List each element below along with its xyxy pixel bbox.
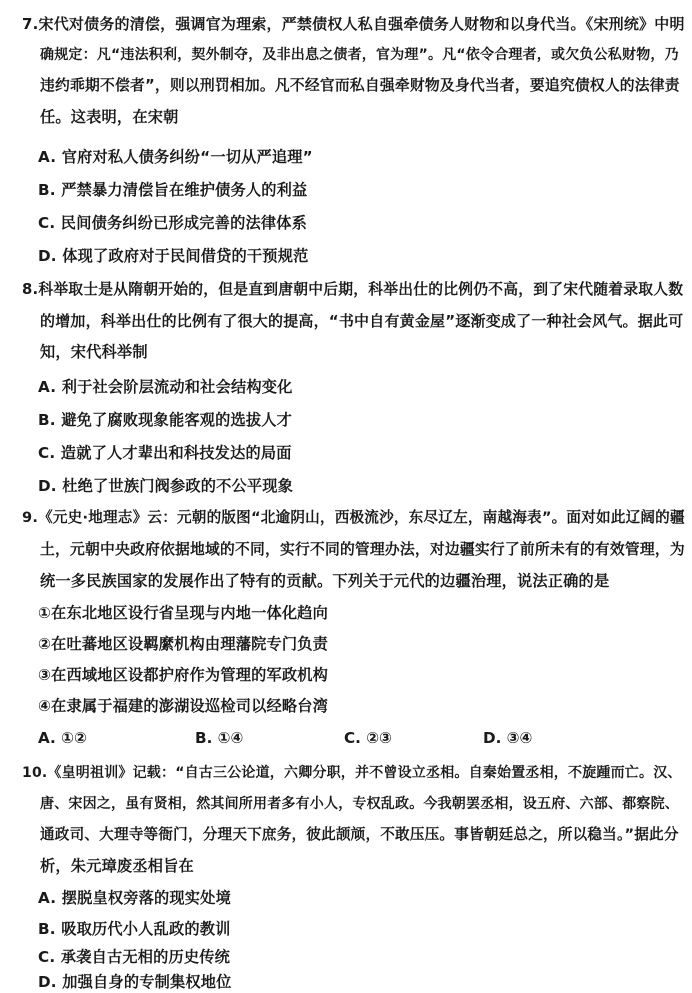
q10-option-c: C. 承袭自古无相的历史传统 bbox=[38, 948, 231, 966]
q9-statement-2: ②在吐蕃地区设羁縻机构由理藩院专门负责 bbox=[38, 635, 329, 653]
q9-stem-line-2: 土，元朝中央政府依据地域的不同，实行不同的管理办法，对边疆实行了前所未有的有效管理，为 bbox=[40, 541, 685, 558]
q7-stem-line-4: 任。这表明，在宋朝 bbox=[40, 108, 179, 126]
q9-option-c: C. ②③ bbox=[344, 729, 392, 747]
q10-stem-line-4: 析，朱元璋废丞相旨在 bbox=[40, 857, 194, 875]
q10-stem-line-1: 10.《皇明祖训》记载：“自古三公论道，六卿分职，并不曾设立丞相。自秦始置丞相，不旋踵而亡。汉、 bbox=[22, 765, 682, 781]
q8-option-a: A. 利于社会阶层流动和社会结构变化 bbox=[38, 378, 293, 396]
q8-stem-line-1: 8.科举取士是从隋朝开始的，但是直到唐朝中后期，科举出仕的比例仍不高，到了宋代随着录取人数 bbox=[22, 281, 684, 298]
q8-stem-line-3: 知，宋代科举制 bbox=[40, 343, 148, 361]
q10-stem-line-2: 唐、宋因之，虽有贤相，然其间所用者多有小人，专权乱政。今我朝罢丞相，设五府、六部、都察院、 bbox=[40, 796, 679, 812]
q9-option-b: B. ①④ bbox=[195, 729, 244, 747]
q9-stem-line-3: 统一多民族国家的发展作出了特有的贡献。下列关于元代的边疆治理，说法正确的是 bbox=[40, 572, 610, 590]
q7-option-a: A. 官府对私人债务纠纷“一切从严追理” bbox=[38, 148, 313, 166]
q7-stem-line-2: 确规定：凡“违法积利，契外制夺，及非出息之债者，官为理”。凡“依令合理者，或欠负公私财物，乃 bbox=[40, 47, 679, 63]
q8-option-c: C. 造就了人才辈出和科技发达的局面 bbox=[38, 444, 292, 462]
q7-option-b: B. 严禁暴力清偿旨在维护债务人的利益 bbox=[38, 181, 308, 199]
q9-statement-3: ③在西域地区设都护府作为管理的军政机构 bbox=[38, 666, 329, 684]
q9-option-a: A. ①② bbox=[38, 729, 87, 747]
q9-statement-1: ①在东北地区设行省呈现与内地一体化趋向 bbox=[38, 604, 329, 622]
q7-option-d: D. 体现了政府对于民间借贷的干预规范 bbox=[38, 247, 309, 265]
q10-option-d: D. 加强自身的专制集权地位 bbox=[38, 973, 232, 991]
q8-option-b: B. 避免了腐败现象能客观的选拔人才 bbox=[38, 411, 293, 429]
q10-stem-line-3: 通政司、大理寺等衙门，分理天下庶务，彼此颉颃，不敢压压。事皆朝廷总之，所以稳当。”据此分 bbox=[40, 826, 679, 843]
q7-stem-line-3: 违约乖期不偿者”，则以刑罚相加。凡不经官而私自强牵财物及身代当者，要追究债权人的法律责 bbox=[40, 77, 680, 94]
q7-option-c: C. 民间债务纠纷已形成完善的法律体系 bbox=[38, 214, 308, 232]
q9-option-d: D. ③④ bbox=[483, 729, 533, 747]
q8-option-d: D. 杜绝了世族门阀参政的不公平现象 bbox=[38, 477, 294, 495]
q10-option-b: B. 吸取历代小人乱政的教训 bbox=[38, 920, 231, 938]
q9-stem-line-1: 9.《元史·地理志》云：元朝的版图“北逾阴山，西极流沙，东尽辽左，南越海表”。面对如此辽阔的疆 bbox=[22, 509, 685, 526]
q10-option-a: A. 摆脱皇权旁落的现实处境 bbox=[38, 889, 231, 907]
q8-stem-line-2: 的增加，科举出仕的比例有了很大的提高，“书中自有黄金屋”逐渐变成了一种社会风气。据此可 bbox=[40, 312, 684, 330]
q9-statement-4: ④在隶属于福建的澎湖设巡检司以经略台湾 bbox=[38, 697, 329, 715]
q7-stem-line-1: 7.宋代对债务的清偿，强调官为理索，严禁债权人私自强牵债务人财物和以身代当。《宋刑统》中明 bbox=[22, 15, 685, 33]
